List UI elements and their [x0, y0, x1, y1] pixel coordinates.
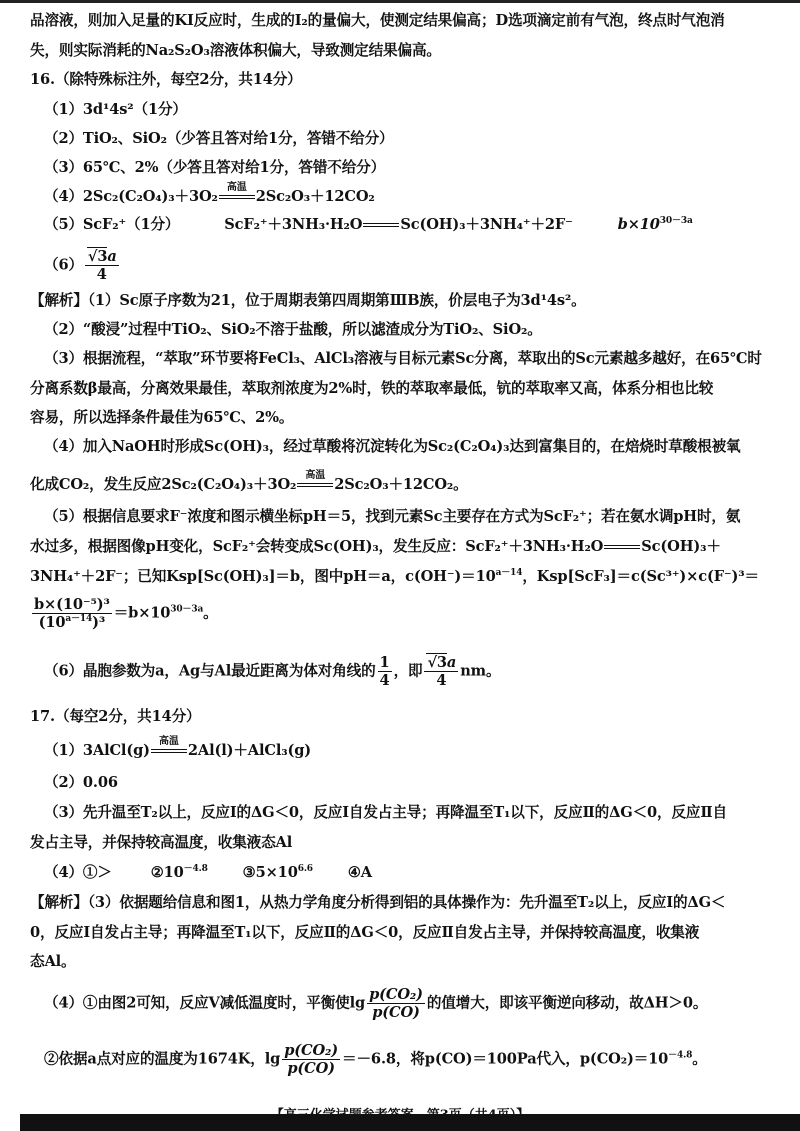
- answer-16-4: （4）2Sc₂(C₂O₄)₃＋3O₂ 高温 2Sc₂O₃＋12CO₂: [44, 182, 375, 205]
- answer-16-3: （3）65℃、2%（少答且答对给1分，答错不给分）: [44, 159, 386, 176]
- fraction: $\frac{√3a}{4}$: [85, 248, 119, 283]
- analysis-16-3: （3）根据流程，“萃取”环节要将FeCl₃、AlCl₃溶液与目标元素Sc分离，萃取出的Sc元素越多越好，在65℃时: [44, 350, 762, 367]
- text-line: 3NH₄⁺＋2F⁻；已知Ksp[Sc(OH)₃]＝b，图中pH＝a，$c(OH^-)=10^{a-14}$，Ksp[ScF₃]＝c(Sc³⁺)×c(F⁻)³＝: [30, 568, 759, 585]
- text-line: 品溶液，则加入足量的KI反应时，生成的I₂的量偏大，使测定结果偏高；D选项滴定前有气泡，终点时气泡消: [30, 12, 725, 29]
- analysis-16-2: （2）“酸浸”过程中TiO₂、SiO₂不溶于盐酸，所以滤渣成分为TiO₂、SiO₂。: [44, 321, 542, 338]
- answer-16-1: （1）3d¹4s²（1分）: [44, 101, 187, 118]
- bottom-bar: [20, 1114, 800, 1131]
- question-16-header: 16.（除特殊标注外，每空2分，共14分）: [30, 71, 302, 88]
- fraction: $\frac{\text{b×(10⁻⁵)³}}{(10^{a-14})^3}$: [34, 596, 110, 631]
- fraction: $\frac{\text{p(CO₂)}}{p(CO)}$: [369, 986, 423, 1021]
- top-rule: [0, 0, 800, 3]
- text-line: 态Al。: [30, 953, 76, 970]
- answer-16-2: （2）TiO₂、SiO₂（少答且答对给1分，答错不给分）: [44, 130, 394, 147]
- analysis-16-5: （5）根据信息要求F⁻浓度和图示横坐标pH＝5，找到元素Sc主要存在方式为ScF₂⁺；若在氨水调pH时，氨: [44, 508, 741, 525]
- text-line: 水过多，根据图像pH变化，ScF₂⁺会转变成Sc(OH)₃，发生反应：ScF₂⁺＋3NH₃·H₂O Sc(OH)₃＋: [30, 538, 721, 555]
- answer-17-3: （3）先升温至T₂以上，反应Ⅰ的ΔG＜0，反应Ⅰ自发占主导；再降温至T₁以下，反应Ⅱ的ΔG＜0，反应Ⅱ自: [44, 804, 727, 821]
- fraction: $\frac{1}{4}$: [379, 654, 390, 689]
- reaction-arrow: 高温: [297, 480, 333, 490]
- fraction: $\frac{\text{p(CO₂)}}{p(CO)}$: [284, 1042, 339, 1077]
- analysis-17-3: 【解析】（3）依据题给信息和图1，从热力学角度分析得到铝的具体操作为：先升温至T₂以上，反应Ⅰ的ΔG＜: [30, 894, 726, 911]
- answer-16-5: （5）ScF₂⁺（1分） ScF₂⁺＋3NH₃·H₂O Sc(OH)₃＋3NH₄⁺＋2F⁻ $b\times 10^{30-3a}$: [44, 216, 693, 233]
- analysis-17-4-2: ②依据a点对应的温度为1674K，lg $\frac{\text{p(CO₂)}}{p(CO)}$ ＝－6.8，将p(CO)＝100Pa代入，$p(CO_2)=10^{-4.8}$。: [44, 1042, 707, 1077]
- fraction: $\frac{√3a}{4}$: [424, 654, 458, 689]
- text-line: 化成CO₂，发生反应2Sc₂(C₂O₄)₃＋3O₂ 高温 2Sc₂O₃＋12CO₂。: [30, 470, 468, 493]
- answer-17-2: （2）0.06: [44, 774, 118, 791]
- answer-17-4: （4）①＞ $②10^{-4.8}$ $③5\times 10^{6.6}$ ④A: [44, 864, 372, 881]
- text-line: 容易，所以选择条件最佳为65℃、2%。: [30, 409, 294, 426]
- answer-16-6: （6） $\frac{√3a}{4}$: [44, 248, 117, 283]
- text-line: 失，则实际消耗的Na₂S₂O₃溶液体积偏大，导致测定结果偏高。: [30, 42, 441, 59]
- analysis-17-4-1: （4）①由图2可知，反应Ⅴ减低温度时，平衡使lg $\frac{\text{p(CO₂)}}{p(CO)}$ 的值增大，即该平衡逆向移动，故ΔH＞0。: [44, 986, 708, 1021]
- reaction-arrow: 高温: [151, 746, 187, 756]
- reaction-arrow: 高温: [219, 192, 255, 202]
- analysis-16-1: 【解析】（1）Sc原子序数为21，位于周期表第四周期第ⅢB族，价层电子为3d¹4s²。: [30, 292, 586, 309]
- question-17-header: 17.（每空2分，共14分）: [30, 708, 201, 725]
- text-line: $\frac{\text{b×(10⁻⁵)³}}{(10^{a-14})^3}$ $=b\times 10^{30-3a}$。: [34, 596, 218, 631]
- text-line: 分离系数β最高，分离效果最佳，萃取剂浓度为2%时，铁的萃取率最低，钪的萃取率又高，体系分相也比较: [30, 380, 714, 397]
- analysis-16-4: （4）加入NaOH时形成Sc(OH)₃，经过草酸将沉淀转化为Sc₂(C₂O₄)₃达到富集目的，在焙烧时草酸根被氧: [44, 438, 741, 455]
- text-line: 发占主导，并保持较高温度，收集液态Al: [30, 834, 293, 851]
- answer-17-1: （1）3AlCl(g) 高温 2Al(l)＋AlCl₃(g): [44, 736, 312, 759]
- text-line: 0，反应Ⅰ自发占主导；再降温至T₁以下，反应Ⅱ的ΔG＜0，反应Ⅱ自发占主导，并保持较高温度，收集液: [30, 924, 700, 941]
- analysis-16-6: （6）晶胞参数为a，Ag与Al最近距离为体对角线的 $\frac{1}{4}$ ，即 $\frac{√3a}{4}$ nm。: [44, 654, 501, 689]
- reaction-arrow: [604, 542, 640, 552]
- reaction-arrow: [363, 220, 399, 230]
